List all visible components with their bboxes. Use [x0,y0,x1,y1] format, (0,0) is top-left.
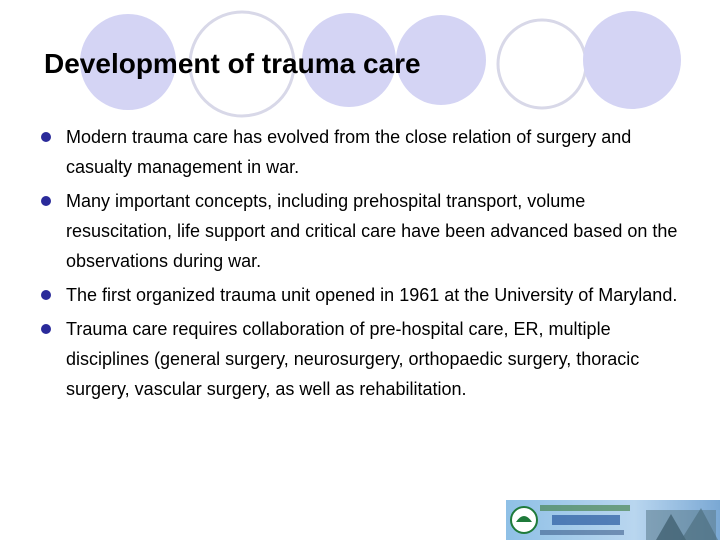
bullet-dot-icon [41,196,51,206]
bullet-text: The first organized trauma unit opened in 1961 at the University of Maryland. [66,285,678,305]
bullet-text: Many important concepts, including prehospital transport, volume resuscitation, life support and critical care have been advanced based on the observations during war. [66,191,678,271]
bullet-list [40,122,690,408]
bullet-dot-icon [41,132,51,142]
decor-circle-6 [583,11,681,109]
bullet-dot-icon [41,324,51,334]
hospital-logo-icon [506,500,720,540]
list-item [40,280,690,310]
list-item [40,314,690,404]
list-item [40,186,690,276]
logo-graphic [506,500,720,540]
bullet-text: Trauma care requires collaboration of pre-hospital care, ER, multiple disciplines (general surgery, neurosurgery, orthopaedic surgery, thoracic surgery, vascular surgery, as well as rehabilitation. [66,319,640,399]
page-title: Development of trauma care [44,48,421,79]
bullet-text: Modern trauma care has evolved from the close relation of surgery and casualty management in war. [66,127,632,177]
decor-circle-5 [498,20,586,108]
bullet-dot-icon [41,290,51,300]
list-item [40,122,690,182]
